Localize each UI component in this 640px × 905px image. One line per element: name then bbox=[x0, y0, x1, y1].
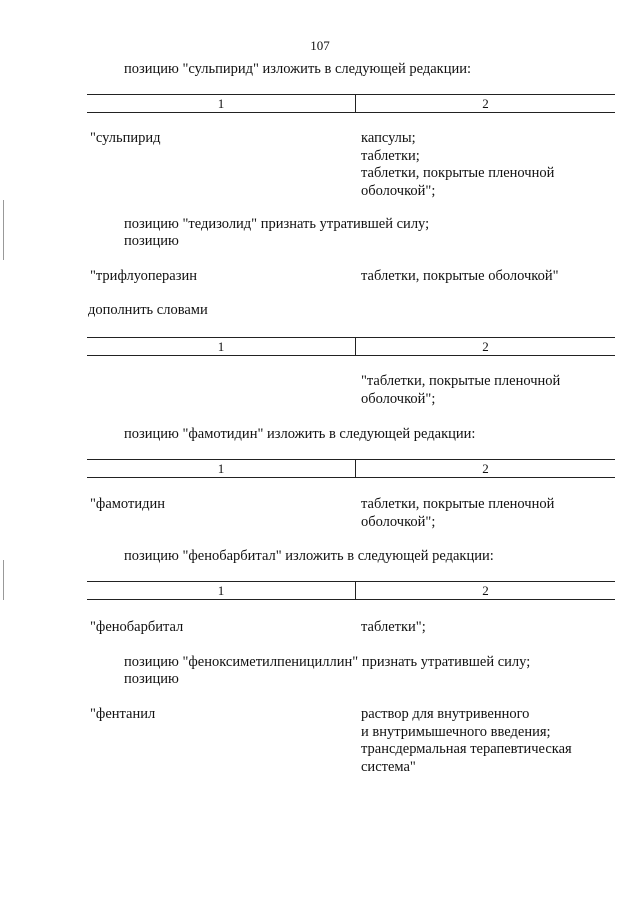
dosage-form-line: таблетки; bbox=[361, 147, 420, 164]
dosage-form-line: капсулы; bbox=[361, 130, 416, 146]
dosage-form-line: оболочкой"; bbox=[361, 390, 436, 407]
dosage-form-line: и внутримышечного введения; bbox=[361, 723, 551, 740]
scan-edge-mark bbox=[3, 560, 4, 600]
paragraph-famotidine: позицию "фамотидин" изложить в следующей редакции: bbox=[124, 426, 476, 442]
dosage-form-line: оболочкой"; bbox=[361, 513, 436, 530]
dosage-forms bbox=[361, 130, 554, 200]
paragraph-position: позицию bbox=[124, 233, 179, 249]
paragraph-sulpiride: позицию "сульпирид" изложить в следующей редакции: bbox=[124, 61, 472, 77]
dosage-forms bbox=[361, 268, 559, 286]
column-2-header: 2 bbox=[482, 461, 489, 476]
page-number: 107 bbox=[310, 38, 330, 53]
column-1-header: 1 bbox=[87, 338, 356, 355]
column-1-header: 1 bbox=[87, 582, 356, 599]
dosage-forms bbox=[361, 619, 426, 637]
table-header bbox=[87, 94, 615, 113]
dosage-form-line: таблетки, покрытые пленочной bbox=[361, 496, 555, 512]
paragraph-add-words: дополнить словами bbox=[88, 302, 208, 318]
dosage-forms bbox=[361, 706, 572, 776]
dosage-form-line: "таблетки, покрытые пленочной bbox=[361, 373, 561, 389]
scan-edge-mark bbox=[3, 200, 4, 260]
paragraph-position: позицию bbox=[124, 671, 179, 687]
dosage-form-line: таблетки, покрытые оболочкой" bbox=[361, 268, 559, 284]
dosage-forms bbox=[361, 496, 554, 531]
drug-name: "фентанил bbox=[90, 706, 156, 722]
paragraph-phenoxymethylpenicillin: позицию "феноксиметилпенициллин" признать утратившей силу; bbox=[124, 654, 531, 670]
column-2-header: 2 bbox=[482, 339, 489, 354]
drug-name: "фенобарбитал bbox=[90, 619, 184, 635]
dosage-form-line: таблетки"; bbox=[361, 619, 426, 635]
paragraph-phenobarbital: позицию "фенобарбитал" изложить в следующей редакции: bbox=[124, 548, 494, 564]
column-2-header: 2 bbox=[482, 96, 489, 111]
drug-name: "фамотидин bbox=[90, 496, 165, 512]
dosage-form-line: система" bbox=[361, 758, 416, 775]
dosage-form-line: оболочкой"; bbox=[361, 182, 436, 199]
drug-name: "трифлуоперазин bbox=[90, 268, 197, 284]
dosage-form-line: трансдермальная терапевтическая bbox=[361, 741, 572, 757]
column-1-header: 1 bbox=[87, 95, 356, 112]
table-header bbox=[87, 459, 615, 478]
dosage-form-line: раствор для внутривенного bbox=[361, 706, 530, 722]
table-header bbox=[87, 581, 615, 600]
table-header bbox=[87, 337, 615, 356]
dosage-form-line: таблетки, покрытые пленочной bbox=[361, 165, 555, 181]
paragraph-tedizolid: позицию "тедизолид" признать утратившей силу; bbox=[124, 216, 430, 232]
column-1-header: 1 bbox=[87, 460, 356, 477]
drug-name: "сульпирид bbox=[90, 130, 161, 146]
dosage-forms bbox=[361, 373, 560, 408]
column-2-header: 2 bbox=[482, 583, 489, 598]
